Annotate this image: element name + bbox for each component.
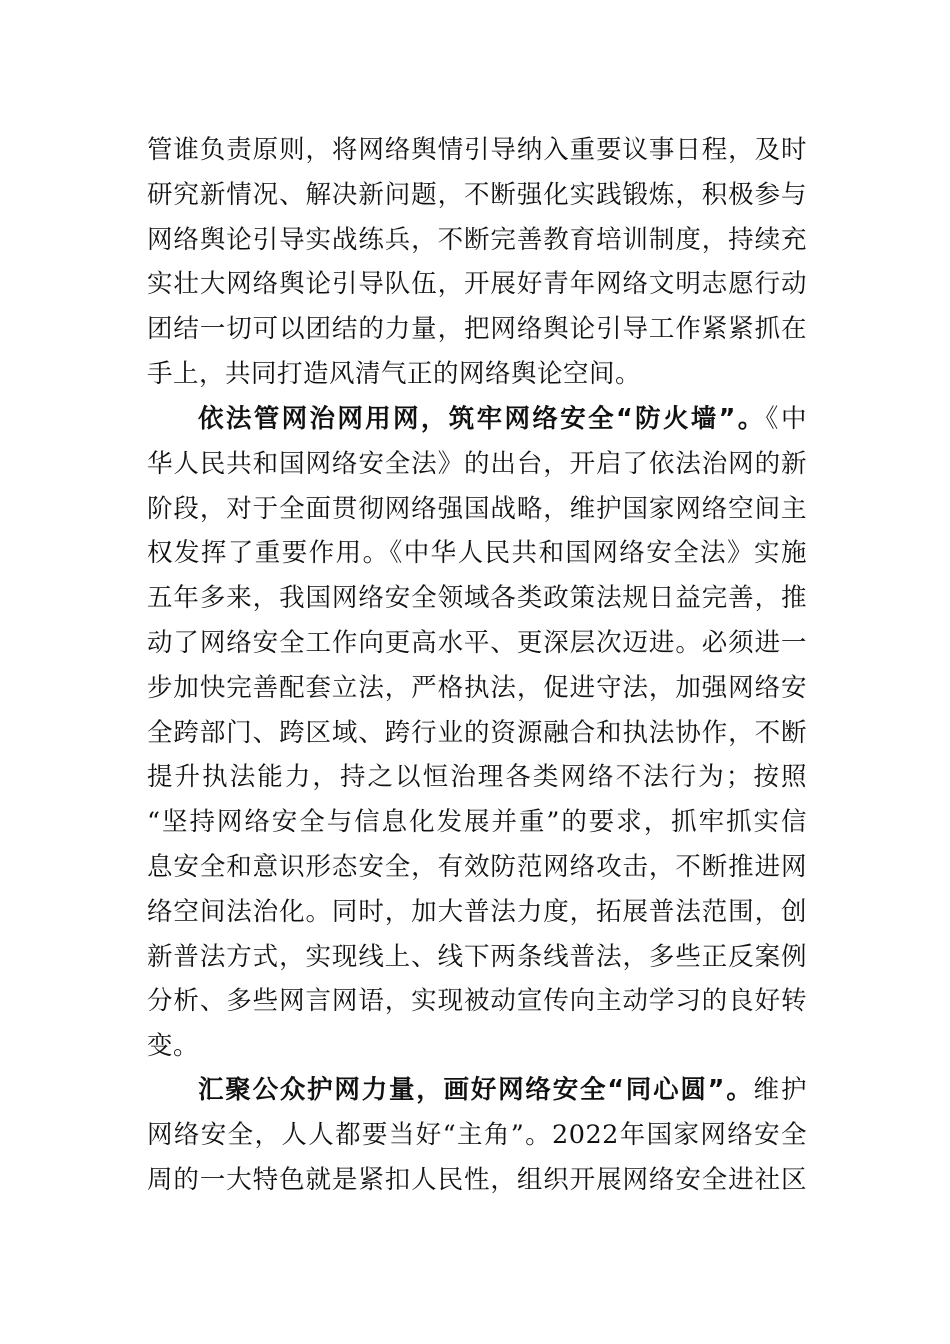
paragraph-3-heading: 汇聚公众护网力量，画好网络安全“同心圆”。	[198, 1075, 754, 1105]
paragraph-2-line: 阶段，对于全面贯彻网络强国战略，维护国家网络空间主	[147, 493, 807, 524]
paragraph-2-line: 分析、多些网言网语，实现被动宣传向主动学习的良好转	[147, 986, 807, 1017]
paragraph-3-line: 网络安全，人人都要当好“主角”。2022年国家网络安全	[147, 1119, 807, 1150]
paragraph-2-first-line-rest: 《中	[765, 404, 807, 434]
paragraph-2-heading: 依法管网治网用网，筑牢网络安全“防火墙”。	[198, 404, 766, 434]
paragraph-2-line: 五年多来，我国网络安全领域各类政策法规日益完善，推	[147, 583, 807, 614]
paragraph-2-line: 息安全和意识形态安全，有效防范网络攻击，不断推进网	[147, 851, 807, 882]
paragraph-2-line: “坚持网络安全与信息化发展并重”的要求，抓牢抓实信	[147, 807, 807, 838]
paragraph-2-line: 变。	[147, 1031, 200, 1062]
paragraph-2-line: 新普法方式，实现线上、线下两条线普法，多些正反案例	[147, 941, 807, 972]
paragraph-1-line: 网络舆论引导实战练兵，不断完善教育培训制度，持续充	[147, 224, 807, 255]
paragraph-2-line: 动了网络安全工作向更高水平、更深层次迈进。必须进一	[147, 627, 807, 658]
paragraph-2-line: 权发挥了重要作用。《中华人民共和国网络安全法》实施	[147, 538, 807, 569]
paragraph-1-line: 研究新情况、解决新问题，不断强化实践锻炼，积极参与	[147, 179, 807, 210]
paragraph-3-first-line	[147, 1068, 807, 1113]
paragraph-3-first-line-rest: 维护	[753, 1075, 807, 1105]
paragraph-3	[147, 1068, 807, 1202]
paragraph-1-line: 管谁负责原则，将网络舆情引导纳入重要议事日程，及时	[147, 135, 807, 165]
paragraph-2-line: 华人民共和国网络安全法》的出台，开启了依法治网的新	[147, 448, 807, 479]
paragraph-2-line: 步加快完善配套立法，严格执法，促进守法，加强网络安	[147, 672, 807, 703]
paragraph-1-line: 实壮大网络舆论引导队伍，开展好青年网络文明志愿行动	[147, 269, 807, 300]
paragraph-2-line: 全跨部门、跨区域、跨行业的资源融合和执法协作，不断	[147, 717, 807, 748]
paragraph-3-line: 周的一大特色就是紧扣人民性，组织开展网络安全进社区	[147, 1164, 807, 1195]
paragraph-2-line: 提升执法能力，持之以恒治理各类网络不法行为；按照	[147, 762, 807, 793]
paragraph-1-line: 团结一切可以团结的力量，把网络舆论引导工作紧紧抓在	[147, 314, 807, 345]
paragraph-2-first-line	[147, 397, 807, 442]
paragraph-2-line: 络空间法治化。同时，加大普法力度，拓展普法范围，创	[147, 896, 807, 927]
paragraph-1-line: 手上，共同打造风清气正的网络舆论空间。	[147, 358, 642, 389]
paragraph-1	[147, 128, 807, 397]
paragraph-2	[147, 397, 807, 1069]
